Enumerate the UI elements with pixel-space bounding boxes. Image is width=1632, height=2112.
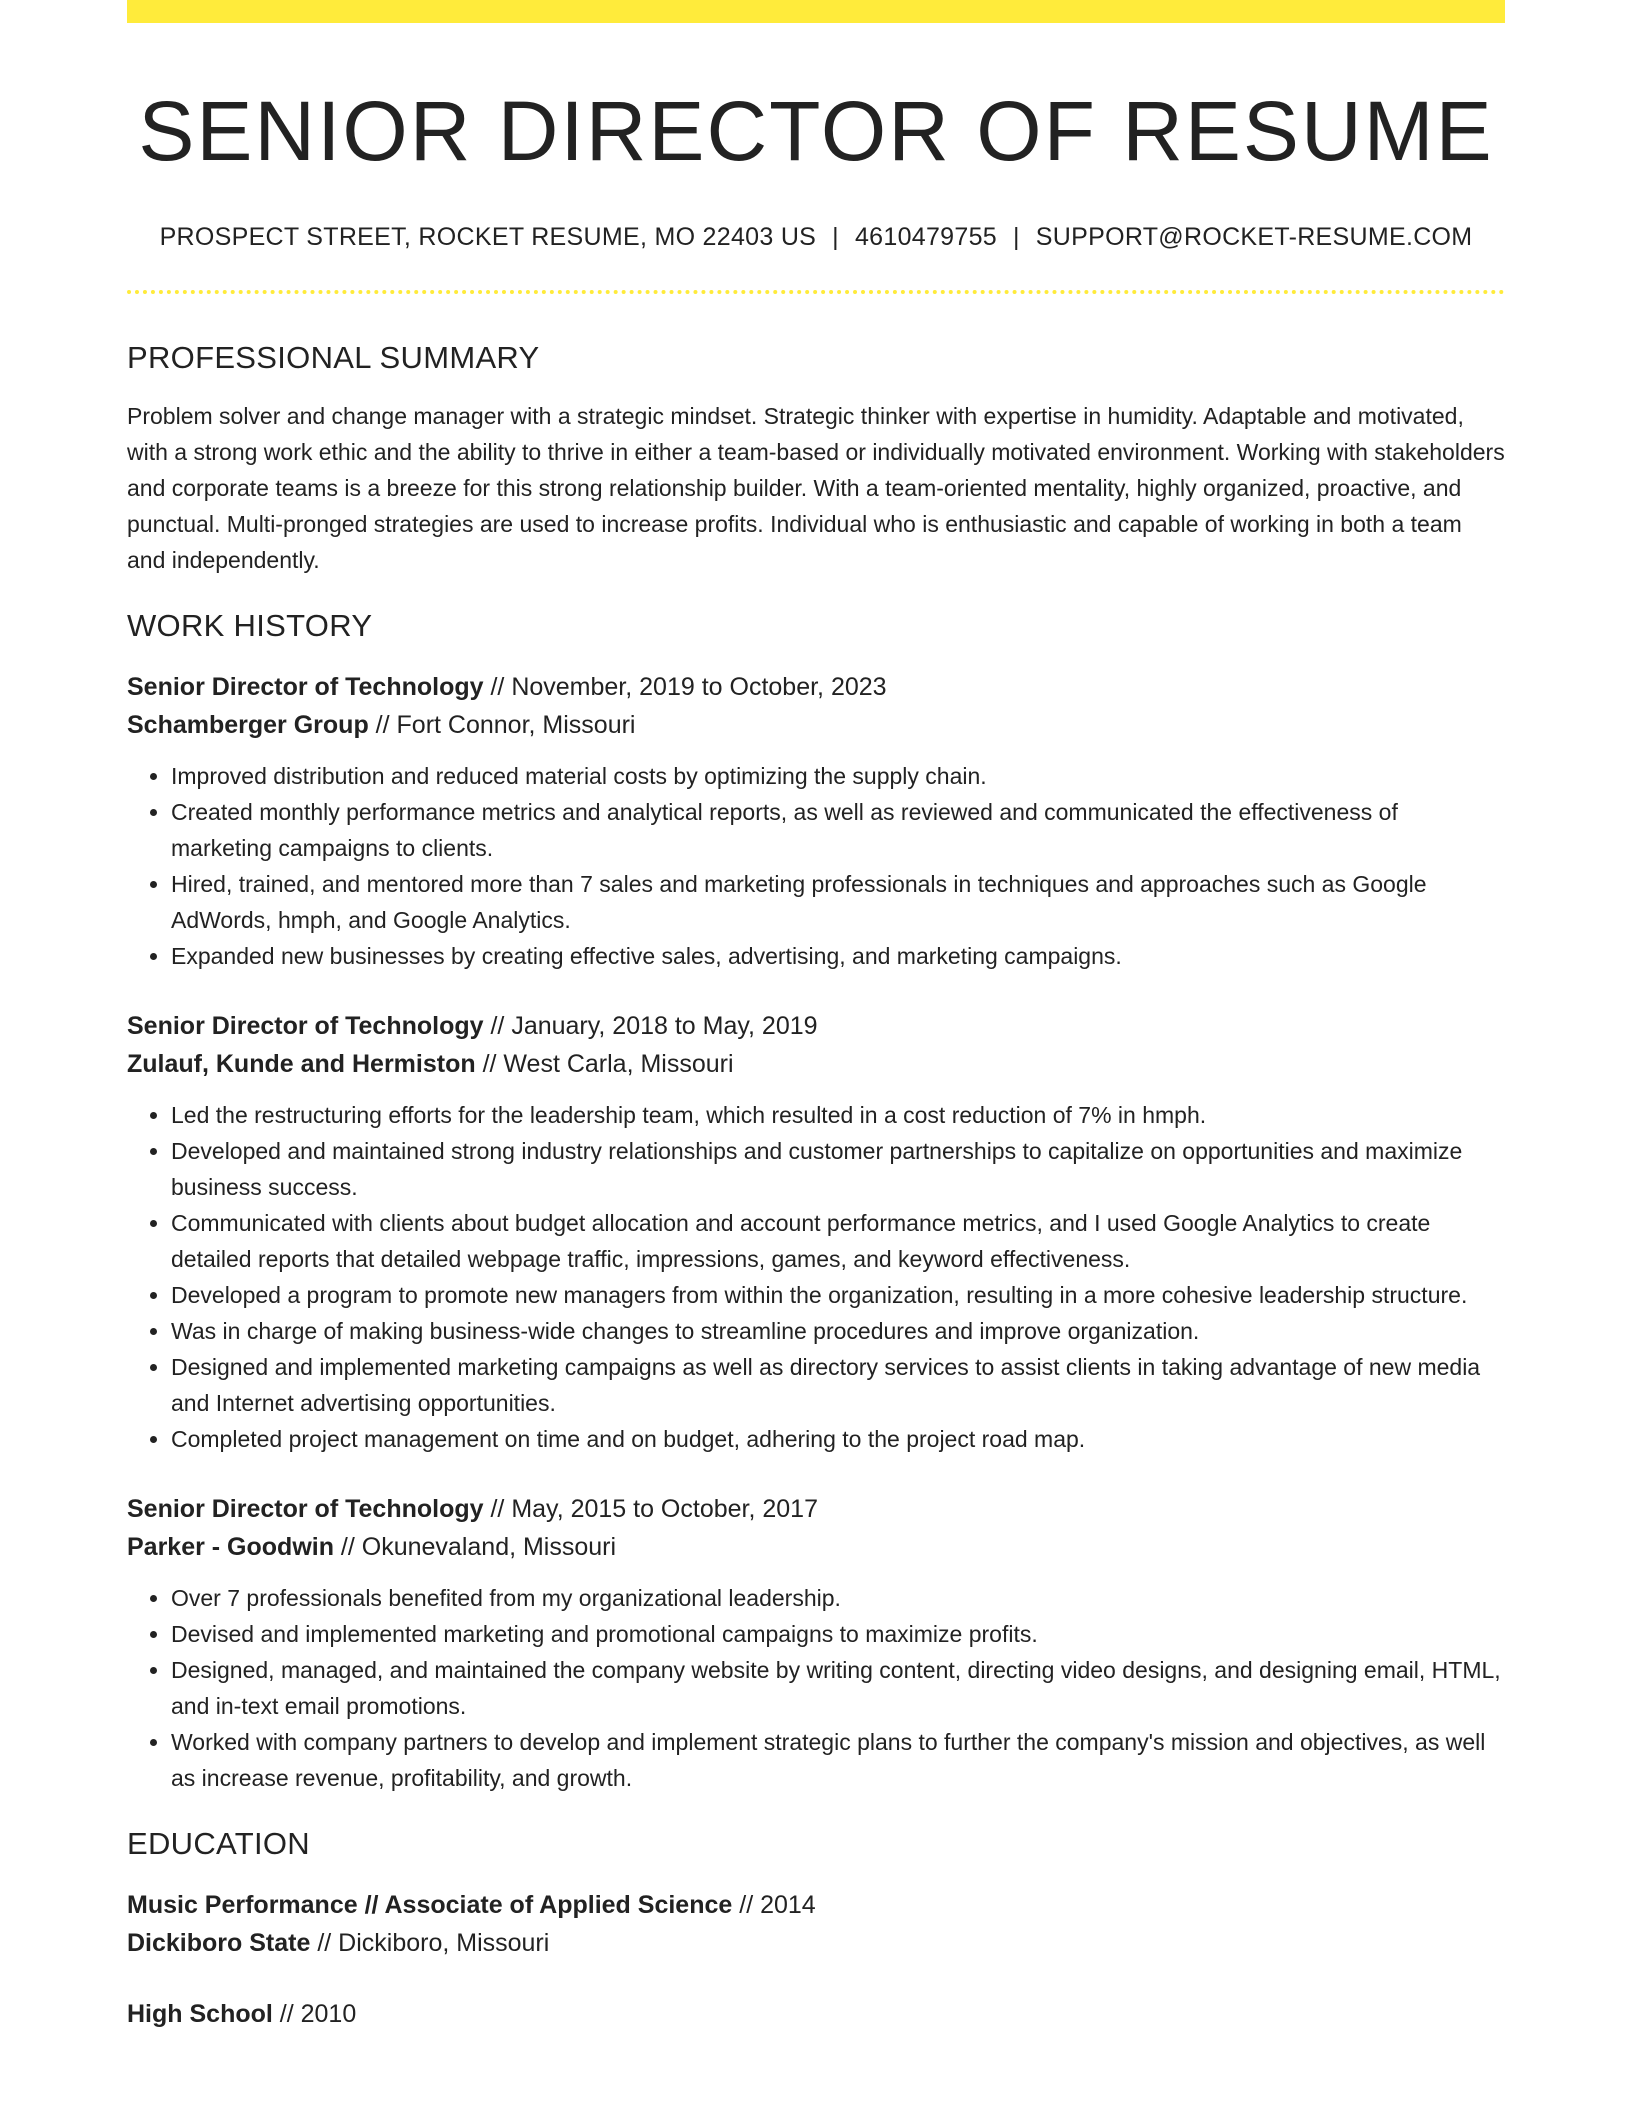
job-bullet: • Expanded new businesses by creating effective sales, advertising, and marketing campaigns.	[171, 938, 1505, 974]
contact-phone: 4610479755	[854, 223, 997, 252]
contact-line	[127, 223, 1505, 252]
job-bullets	[127, 1580, 1505, 1796]
job-dates: // May, 2015 to October, 2017	[483, 1495, 818, 1524]
job-company: Parker - Goodwin	[127, 1533, 334, 1562]
contact-address: PROSPECT STREET, ROCKET RESUME, MO 22403 US	[159, 223, 817, 252]
education-degree: High School	[127, 2000, 273, 2029]
job-bullet: • Developed and maintained strong industry relationships and customer partnerships to capitalize on opportunities and maximize business success.	[171, 1133, 1505, 1205]
job-role: Senior Director of Technology	[127, 1495, 484, 1524]
education-entry	[127, 1886, 1505, 1962]
contact-email: SUPPORT@ROCKET-RESUME.COM	[1035, 223, 1473, 252]
education-heading: EDUCATION	[127, 1826, 310, 1862]
job-bullet: • Designed, managed, and maintained the company website by writing content, directing video designs, and designing email, HTML, and in-text email promotions.	[171, 1652, 1505, 1724]
job-company-line	[127, 1528, 1505, 1566]
job-bullet: • Worked with company partners to develop and implement strategic plans to further the company's mission and objectives, as well as increase revenue, profitability, and growth.	[171, 1724, 1505, 1796]
resume-page	[127, 0, 1505, 2033]
job-company: Zulauf, Kunde and Hermiston	[127, 1050, 476, 1079]
job-location: // Fort Connor, Missouri	[368, 711, 636, 740]
job-bullet: • Hired, trained, and mentored more than 7 sales and marketing professionals in techniques and approaches such as Google AdWords, hmph, and Google Analytics.	[171, 866, 1505, 938]
job-bullets	[127, 758, 1505, 974]
education-year: // 2010	[272, 2000, 357, 2029]
contact-separator: |	[1013, 223, 1020, 252]
job-entry	[127, 668, 1505, 974]
job-bullet: • Communicated with clients about budget allocation and account performance metrics, and I used Google Analytics to create detailed reports that detailed webpage traffic, impressions, games, and keyword effectiveness.	[171, 1205, 1505, 1277]
job-company-line	[127, 706, 1505, 744]
education-year: // 2014	[732, 1891, 816, 1920]
job-bullets	[127, 1097, 1505, 1457]
job-dates: // November, 2019 to October, 2023	[483, 673, 887, 702]
contact-separator: |	[832, 223, 839, 252]
job-title-line	[127, 1490, 1505, 1528]
job-company: Schamberger Group	[127, 711, 369, 740]
job-bullet: • Designed and implemented marketing campaigns as well as directory services to assist clients in taking advantage of new media and Internet advertising opportunities.	[171, 1349, 1505, 1421]
job-title-line	[127, 668, 1505, 706]
job-bullet: • Over 7 professionals benefited from my organizational leadership.	[171, 1580, 1505, 1616]
education-school: Dickiboro State	[127, 1929, 311, 1958]
job-entry	[127, 1007, 1505, 1457]
job-bullet: • Created monthly performance metrics and analytical reports, as well as reviewed and communicated the effectiveness of marketing campaigns to clients.	[171, 794, 1505, 866]
resume-name: SENIOR DIRECTOR OF RESUME	[138, 84, 1494, 178]
job-location: // Okunevaland, Missouri	[333, 1533, 617, 1562]
dotted-divider	[127, 290, 1505, 294]
job-bullet: • Was in charge of making business-wide changes to streamline procedures and improve organization.	[171, 1313, 1505, 1349]
education-location: // Dickiboro, Missouri	[310, 1929, 550, 1958]
job-role: Senior Director of Technology	[127, 673, 484, 702]
job-role: Senior Director of Technology	[127, 1012, 484, 1041]
job-bullet: • Developed a program to promote new managers from within the organization, resulting in a more cohesive leadership structure.	[171, 1277, 1505, 1313]
education-school-line	[127, 1924, 1505, 1962]
summary-text: Problem solver and change manager with a strategic mindset. Strategic thinker with expertise in humidity. Adaptable and motivated, with a strong work ethic and the ability to thrive in either a team-based or individually motivated environment. Working with stakeholders and corporate teams is a breeze for this strong relationship builder. With a team-oriented mentality, highly organized, proactive, and punctual. Multi-pronged strategies are used to increase profits. Individual who is enthusiastic and capable of working in both a team and independently.	[127, 403, 1505, 574]
job-title-line	[127, 1007, 1505, 1045]
job-company-line	[127, 1045, 1505, 1083]
job-location: // West Carla, Missouri	[475, 1050, 734, 1079]
job-entry	[127, 1490, 1505, 1796]
education-degree-line	[127, 1995, 1505, 2033]
job-dates: // January, 2018 to May, 2019	[483, 1012, 818, 1041]
education-degree: Music Performance // Associate of Applied Science	[127, 1891, 733, 1920]
job-bullet: • Completed project management on time and on budget, adhering to the project road map.	[171, 1421, 1505, 1457]
education-entry	[127, 1995, 1505, 2033]
summary-heading: PROFESSIONAL SUMMARY	[127, 340, 540, 376]
education-degree-line	[127, 1886, 1505, 1924]
work-history-heading: WORK HISTORY	[127, 608, 373, 644]
job-bullet: • Led the restructuring efforts for the leadership team, which resulted in a cost reduction of 7% in hmph.	[171, 1097, 1505, 1133]
job-bullet: • Improved distribution and reduced material costs by optimizing the supply chain.	[171, 758, 1505, 794]
job-bullet: • Devised and implemented marketing and promotional campaigns to maximize profits.	[171, 1616, 1505, 1652]
top-accent-bar	[127, 0, 1505, 23]
